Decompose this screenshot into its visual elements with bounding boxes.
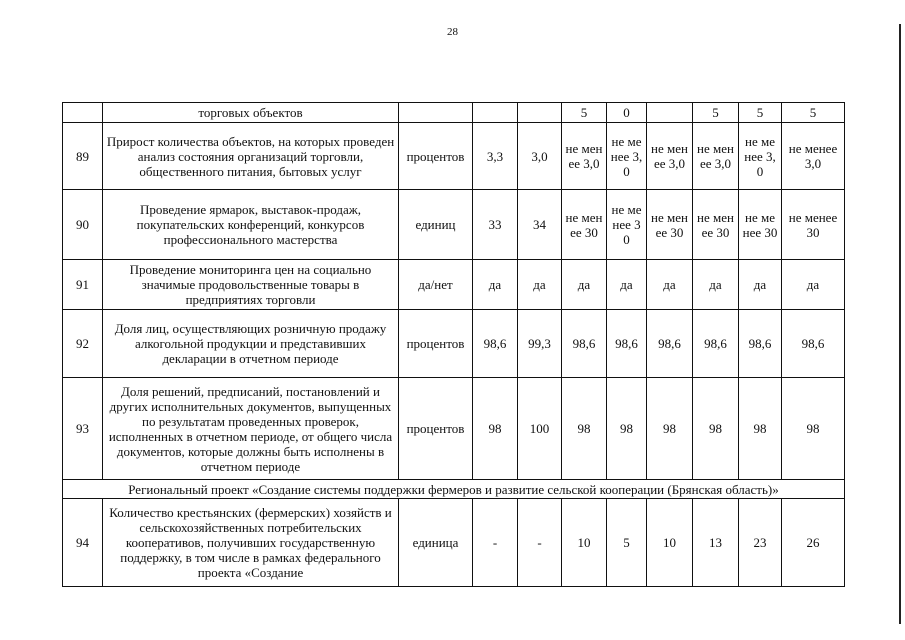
value-cell: 98,6 [647, 310, 693, 378]
unit-cell [399, 103, 473, 123]
indicators-table [62, 102, 845, 587]
value-cell: не менее 3,0 [647, 123, 693, 190]
indicator-name: Проведение ярмарок, выставок-продаж, покупательских конференций, конкурсов профессионального мастерства [103, 190, 399, 260]
row-number: 91 [63, 260, 103, 310]
value-cell: не менее 30 [647, 190, 693, 260]
value-cell: 98,6 [782, 310, 845, 378]
unit-cell: процентов [399, 378, 473, 480]
value-cell: 26 [782, 499, 845, 587]
value-cell: 98 [473, 378, 518, 480]
value-cell: 5 [739, 103, 782, 123]
value-cell: да [782, 260, 845, 310]
value-cell: не менее 30 [782, 190, 845, 260]
value-cell: - [473, 499, 518, 587]
value-cell: не менее 30 [739, 190, 782, 260]
value-cell: 100 [518, 378, 562, 480]
value-cell: 23 [739, 499, 782, 587]
table-row [63, 260, 845, 310]
page-number: 28 [447, 26, 458, 38]
table-row [63, 310, 845, 378]
value-cell: 33 [473, 190, 518, 260]
value-cell: 34 [518, 190, 562, 260]
section-row [63, 480, 845, 499]
value-cell: 10 [562, 499, 607, 587]
table-row [63, 123, 845, 190]
row-number: 90 [63, 190, 103, 260]
value-cell: 98,6 [739, 310, 782, 378]
row-number: 92 [63, 310, 103, 378]
value-cell: 98 [607, 378, 647, 480]
value-cell: 98,6 [473, 310, 518, 378]
value-cell: да [607, 260, 647, 310]
value-cell: 5 [693, 103, 739, 123]
value-cell: не менее 3,0 [782, 123, 845, 190]
value-cell: да [647, 260, 693, 310]
value-cell: 5 [607, 499, 647, 587]
value-cell [647, 103, 693, 123]
value-cell: 98,6 [693, 310, 739, 378]
value-cell: 98 [739, 378, 782, 480]
unit-cell: да/нет [399, 260, 473, 310]
value-cell [473, 103, 518, 123]
value-cell: 98 [562, 378, 607, 480]
value-cell: 5 [562, 103, 607, 123]
value-cell: 99,3 [518, 310, 562, 378]
value-cell: да [562, 260, 607, 310]
value-cell: да [518, 260, 562, 310]
value-cell: не менее 3,0 [607, 123, 647, 190]
table-row [63, 378, 845, 480]
value-cell: да [739, 260, 782, 310]
value-cell: не менее 30 [607, 190, 647, 260]
value-cell [518, 103, 562, 123]
unit-cell: процентов [399, 310, 473, 378]
value-cell: не менее 30 [693, 190, 739, 260]
indicator-name: Проведение мониторинга цен на социально значимые продовольственные товары в предприятиях торговли [103, 260, 399, 310]
value-cell: 98 [782, 378, 845, 480]
unit-cell: процентов [399, 123, 473, 190]
value-cell: 98 [693, 378, 739, 480]
value-cell: - [518, 499, 562, 587]
indicator-name: Доля лиц, осуществляющих розничную продажу алкогольной продукции и представивших декларации в отчетном периоде [103, 310, 399, 378]
value-cell: не менее 3,0 [739, 123, 782, 190]
indicator-name: Количество крестьянских (фермерских) хозяйств и сельскохозяйственных потребительских кооперативов, получивших государственную поддержку, в том числе в рамках федерального проекта «Создание [103, 499, 399, 587]
value-cell: не менее 3,0 [693, 123, 739, 190]
unit-cell: единица [399, 499, 473, 587]
table-row [63, 190, 845, 260]
value-cell: 5 [782, 103, 845, 123]
table-row [63, 103, 845, 123]
row-number: 94 [63, 499, 103, 587]
indicator-name: Прирост количества объектов, на которых проведен анализ состояния организаций торговли, общественного питания, бытовых услуг [103, 123, 399, 190]
indicator-name: торговых объектов [103, 103, 399, 123]
value-cell: не менее 3,0 [562, 123, 607, 190]
value-cell: не менее 30 [562, 190, 607, 260]
indicator-name: Доля решений, предписаний, постановлений и других исполнительных документов, выпущенных по результатам проведенных проверок, исполненных в отчетном периоде, от общего числа документов, которые должны быть исполнены в отчетном периоде [103, 378, 399, 480]
unit-cell: единиц [399, 190, 473, 260]
value-cell: 98 [647, 378, 693, 480]
value-cell: 13 [693, 499, 739, 587]
row-number [63, 103, 103, 123]
row-number: 89 [63, 123, 103, 190]
value-cell: да [693, 260, 739, 310]
section-title: Региональный проект «Создание системы поддержки фермеров и развитие сельской кооперации (Брянская область)» [63, 480, 845, 499]
value-cell: 98,6 [607, 310, 647, 378]
page-edge-line [899, 24, 901, 624]
value-cell: 3,3 [473, 123, 518, 190]
value-cell: 3,0 [518, 123, 562, 190]
row-number: 93 [63, 378, 103, 480]
table-row [63, 499, 845, 587]
value-cell: да [473, 260, 518, 310]
value-cell: 0 [607, 103, 647, 123]
value-cell: 98,6 [562, 310, 607, 378]
value-cell: 10 [647, 499, 693, 587]
